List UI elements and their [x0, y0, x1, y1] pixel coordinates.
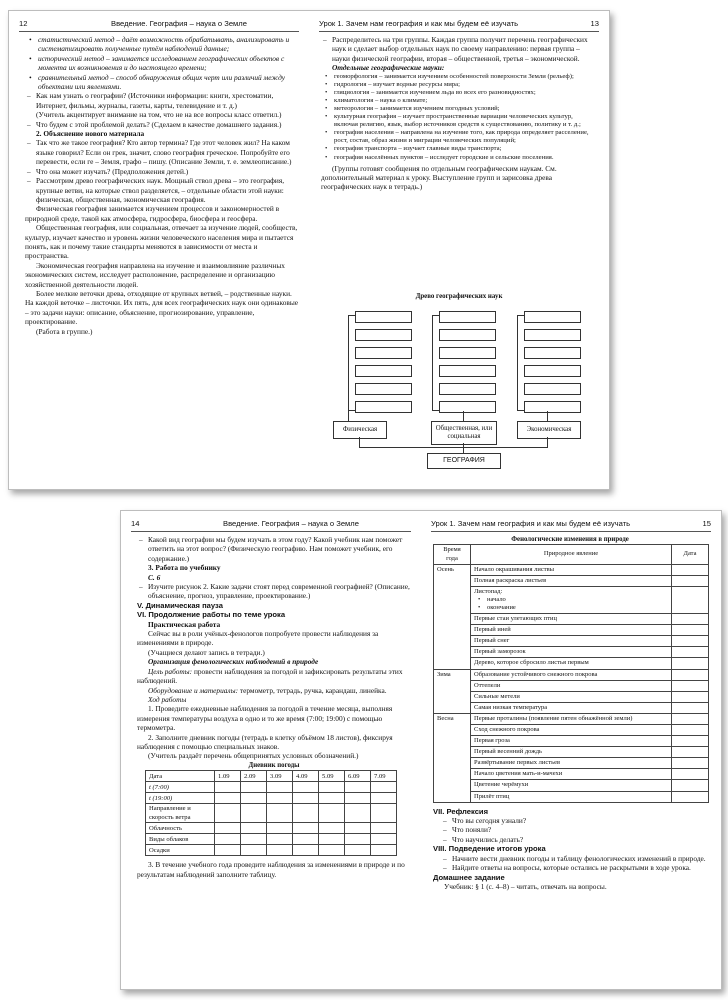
phenomenon-cell: Прилёт птиц	[471, 791, 672, 802]
phenomenon-cell: Первый весенний дождь	[471, 747, 672, 758]
goal-text: провести наблюдения за погодой и зафиксировать результаты этих наблюдений.	[137, 666, 403, 686]
table-row	[146, 804, 397, 823]
phenomenon-cell: Дерево, которое сбросило листья первым	[471, 658, 672, 669]
paragraph: 2. Заполните дневник погоды (тетрадь в клетку объёмом 18 листов), фиксируя наблюдения с помощью специальных знаков.	[137, 732, 393, 751]
table-cell	[215, 804, 241, 823]
table-cell	[345, 782, 371, 793]
table-row	[434, 614, 709, 625]
list-item: • география населения – направлена на изучение того, как природа определяет расселение, рост, состав, образ жизни и миграции человеческих популяций;	[321, 129, 595, 145]
page-number: 12	[19, 19, 28, 28]
table-cell	[319, 782, 345, 793]
table-cell	[293, 793, 319, 804]
date-cell	[672, 791, 709, 802]
phenomenon-cell: Первый заморозок	[471, 647, 672, 658]
homework-text: Учебник: § 1 (с. 4–8) – читать, отвечать на вопросы.	[444, 881, 607, 891]
running-title: Введение. География – наука о Земле	[111, 19, 247, 28]
table-cell	[319, 793, 345, 804]
table-cell	[345, 804, 371, 823]
leaf-box	[439, 311, 496, 323]
table-cell	[293, 823, 319, 834]
dialog-line: – Начните вести дневник погоды и таблицу фенологических изменений в природе.	[441, 854, 707, 863]
table-cell: Осадки	[146, 845, 215, 856]
list-item: • статистический метод – даёт возможность обрабатывать, анализировать и систематизировать полученные путём наблюдений данные;	[25, 35, 299, 54]
weather-diary-table	[145, 770, 397, 856]
table-cell	[293, 834, 319, 845]
dialog-line: – Найдите ответы на вопросы, которые остались не раскрытыми в ходе урока.	[441, 863, 707, 872]
leaf-box	[355, 347, 412, 359]
date-cell	[672, 736, 709, 747]
paragraph: Общественная география, или социальная, отвечает за изучение людей, сообществ, культур, изучает качество и уровень жизни человеческого населения мира и пытается понять, как и почему такие стандарты меняются в зависимости от места и пространства.	[25, 223, 298, 261]
table-row	[434, 702, 709, 713]
dialog-line: – Какой вид географии мы будем изучать в этом году? Какой учебник нам поможет ответить на этот вопрос? (Физическую географию. Нам поможет учебник, его содержание.)	[137, 535, 411, 563]
phenomenon-label: Листопад:	[474, 587, 503, 595]
date-cell	[672, 713, 709, 724]
page-12	[9, 11, 309, 489]
table-cell: Направление и скорость ветра	[146, 804, 215, 823]
table-row	[434, 758, 709, 769]
table-cell: 5.09	[319, 771, 345, 782]
phenomenon-cell	[471, 586, 672, 613]
date-cell	[672, 658, 709, 669]
table-row	[434, 658, 709, 669]
leaf-box	[439, 383, 496, 395]
table-cell: Виды облаков	[146, 834, 215, 845]
phenomenon-cell: Первый иней	[471, 625, 672, 636]
season-cell: Зима	[434, 669, 471, 713]
tree-diagram	[315, 293, 603, 483]
page-14	[121, 511, 421, 989]
paragraph: Более мелкие веточки древа, отходящие от крупных ветвей, – родственные науки. На каждой веточке – листочки. Их пять, для всех географических наук они одинаковые – это задачи науки: описание, объяснение, прогнозирование, управление, проектирование.	[25, 288, 299, 327]
page-text	[321, 35, 595, 192]
table-cell	[345, 793, 371, 804]
paragraph	[137, 686, 411, 695]
phenomenon-cell: Начало окрашивания листвы	[471, 564, 672, 575]
table-row	[146, 845, 397, 856]
table-cell	[345, 823, 371, 834]
section-title: VII. Рефлексия	[433, 806, 489, 816]
table-cell: 2.09	[241, 771, 267, 782]
table-cell	[293, 782, 319, 793]
table-row	[146, 793, 397, 804]
table-cell	[215, 793, 241, 804]
paragraph: (Учащиеся делают запись в тетради.)	[148, 647, 265, 657]
section-title: V. Динамическая пауза	[137, 600, 223, 610]
branch-physical: Физическая	[333, 421, 387, 439]
date-cell	[672, 725, 709, 736]
table-row	[434, 564, 709, 575]
leaf-box	[439, 401, 496, 413]
table-cell	[319, 823, 345, 834]
table-cell	[319, 804, 345, 823]
section-title: VI. Продолжение работы по теме урока	[137, 610, 286, 620]
homework-heading: Домашнее задание	[433, 872, 505, 882]
leaf-box	[439, 365, 496, 377]
phenomenon-cell: Самая низкая температура	[471, 702, 672, 713]
table-row	[146, 771, 397, 782]
date-cell	[672, 669, 709, 680]
dialog-line: – Что будем с этой проблемой делать? (Сделаем в качестве домашнего задания.)	[25, 120, 299, 129]
page-text	[433, 535, 707, 891]
table-cell	[267, 823, 293, 834]
table-row	[434, 586, 709, 613]
table-cell	[241, 804, 267, 823]
table-cell: 3.09	[267, 771, 293, 782]
list-item: • гляциология – занимается изучением льда во всех его разновидностях;	[321, 89, 595, 97]
section-heading: 3. Работа по учебнику	[148, 563, 221, 573]
date-cell	[672, 702, 709, 713]
table-cell: t (7:00)	[146, 782, 215, 793]
table-row	[146, 782, 397, 793]
season-cell: Весна	[434, 713, 471, 802]
equipment-label: Оборудование и материалы:	[148, 685, 239, 695]
dialog-line: – Что научились делать?	[441, 835, 707, 844]
dialog-line: – Что вы сегодня узнали?	[441, 816, 707, 825]
dialog-line: – Распределитесь на три группы. Каждая группа получит перечень географических наук и сделает выбор отдельных наук по своему направлению: первая группа – науки физической географии, вторая – общественной, третья – экономической.	[321, 35, 595, 63]
table-cell: 7.09	[371, 771, 397, 782]
leaf-box	[355, 401, 412, 413]
table-cell	[267, 834, 293, 845]
table-cell	[345, 845, 371, 856]
column-header: Дата	[672, 545, 709, 564]
table-cell	[345, 834, 371, 845]
table-cell	[267, 845, 293, 856]
table-row	[434, 669, 709, 680]
table-cell: 1.09	[215, 771, 241, 782]
list-item: • климатология – наука о климате;	[321, 97, 595, 105]
phenology-table	[433, 544, 709, 802]
date-cell	[672, 747, 709, 758]
table-row	[434, 680, 709, 691]
table-cell	[371, 845, 397, 856]
leaf-box	[524, 347, 581, 359]
phenomenon-cell: Начало цветения мать-и-мачехи	[471, 769, 672, 780]
section-title: VIII. Подведение итогов урока	[433, 844, 546, 854]
leaf-box	[355, 311, 412, 323]
date-cell	[672, 625, 709, 636]
table-row	[146, 823, 397, 834]
table-cell	[371, 782, 397, 793]
table-cell	[215, 823, 241, 834]
paragraph: Физическая география занимается изучением процессов и закономерностей в природной среде, такой как атмосфера, гидросфера, биосфера и геосфера.	[25, 204, 280, 223]
phenomenon-cell: Первый снег	[471, 636, 672, 647]
list-item: • метеорология – занимается изучением погодных условий;	[321, 105, 595, 113]
phenomenon-cell: Оттепели	[471, 680, 672, 691]
table-cell	[371, 804, 397, 823]
table-caption: Дневник погоды	[248, 761, 300, 769]
phenomenon-cell: Развёртывание первых листьев	[471, 758, 672, 769]
column-header: Время года	[434, 545, 471, 564]
spread-top	[8, 10, 610, 490]
table-cell	[267, 793, 293, 804]
root-geography: ГЕОГРАФИЯ	[427, 453, 501, 469]
table-cell	[319, 834, 345, 845]
table-cell: Облачность	[146, 823, 215, 834]
table-caption: Фенологические изменения в природе	[511, 536, 629, 543]
leaf-box	[439, 347, 496, 359]
table-cell	[215, 834, 241, 845]
running-header	[319, 19, 599, 32]
leaf-box	[524, 311, 581, 323]
phenomenon-cell: Полная раскраска листьев	[471, 575, 672, 586]
branch-economic: Экономическая	[517, 421, 581, 439]
leaf-box	[355, 329, 412, 341]
phenomenon-cell: Первая гроза	[471, 736, 672, 747]
running-title: Введение. География – наука о Земле	[223, 519, 359, 528]
list-item: • культурная география – изучает пространственные вариации человеческих культур, включая религию, язык, выбор источников средств к существованию, политику и т. д.;	[321, 113, 595, 129]
branch-social: Общественная, или социальная	[431, 421, 497, 445]
table-row	[146, 834, 397, 845]
list-item: • исторический метод – занимается исследованием географических объектов с момента их возникновения и до настоящего времени;	[25, 54, 299, 73]
running-title: Урок 1. Зачем нам география и как мы будем её изучать	[431, 519, 631, 528]
table-cell: 6.09	[345, 771, 371, 782]
paragraph: Сейчас вы в роли учёных-фенологов попробуете провести наблюдения за изменениями в природе.	[137, 629, 379, 648]
table-cell	[215, 782, 241, 793]
season-cell: Осень	[434, 564, 471, 669]
leaf-box	[524, 401, 581, 413]
phenomenon-cell: Цветение черёмухи	[471, 780, 672, 791]
table-cell	[267, 782, 293, 793]
table-row	[434, 736, 709, 747]
table-row	[434, 625, 709, 636]
table-row	[434, 647, 709, 658]
textbook-page: С. 6	[148, 572, 161, 582]
leaf-box	[355, 383, 412, 395]
list-item: • геоморфология – занимается изучением особенностей поверхности Земли (рельеф);	[321, 73, 595, 81]
table-cell	[267, 804, 293, 823]
phenomenon-cell: Образование устойчивого снежного покрова	[471, 669, 672, 680]
phenomenon-cell: Сильные метели	[471, 691, 672, 702]
section-heading: 2. Объяснение нового материала	[36, 129, 145, 139]
table-cell: Дата	[146, 771, 215, 782]
table-cell	[241, 793, 267, 804]
equipment-text: термометр, тетрадь, ручка, карандаш, линейка.	[238, 685, 387, 695]
date-cell	[672, 680, 709, 691]
table-row	[434, 691, 709, 702]
table-row	[434, 747, 709, 758]
table-cell	[241, 823, 267, 834]
table-cell	[293, 845, 319, 856]
page-text	[137, 535, 411, 879]
table-row	[434, 791, 709, 802]
table-row	[434, 725, 709, 736]
column-header: Природное явление	[471, 545, 672, 564]
table-cell: 4.09	[293, 771, 319, 782]
paragraph: (Учитель акцентирует внимание на том, что не на все вопросы класс ответил.)	[36, 110, 282, 120]
table-cell	[371, 793, 397, 804]
date-cell	[672, 691, 709, 702]
table-row	[434, 769, 709, 780]
leaf-box	[524, 383, 581, 395]
subheading: Отдельные географические науки:	[332, 63, 445, 73]
date-cell	[672, 758, 709, 769]
leaf-box	[439, 329, 496, 341]
table-cell	[241, 845, 267, 856]
date-cell	[672, 564, 709, 575]
geo-science-list	[321, 73, 595, 162]
date-cell	[672, 586, 709, 613]
leaf-box	[355, 365, 412, 377]
dialog-line: – Так что же такое география? Кто автор термина? Где этот человек жил? На каком языке говорил? Если он грек, значит, слово география греческое. Попробуйте его перевести, если ге – Земля, графо – пишу. (Описание Земли, т. е. землеописание.)	[25, 138, 299, 166]
list-item: • география транспорта – изучает главные виды транспорта;	[321, 145, 595, 153]
phenomenon-cell: Первые проталины (появление пятен обнажённой земли)	[471, 713, 672, 724]
running-title: Урок 1. Зачем нам география и как мы будем её изучать	[319, 19, 519, 28]
date-cell	[672, 575, 709, 586]
date-cell	[672, 769, 709, 780]
running-header	[431, 519, 711, 532]
running-header	[19, 19, 299, 32]
date-cell	[672, 614, 709, 625]
list-item: • география населённых пунктов – исследует городские и сельские поселения.	[321, 154, 595, 162]
date-cell	[672, 780, 709, 791]
table-cell	[241, 834, 267, 845]
table-cell	[293, 804, 319, 823]
subheading: Практическая работа	[148, 619, 221, 629]
dialog-line: – Изучите рисунок 2. Какие задачи стоят перед современной географией? (Описание, объяснение, прогноз, управление, проектирование.)	[137, 582, 411, 601]
spread-bottom	[120, 510, 722, 990]
page-15	[421, 511, 721, 989]
paragraph: 1. Проведите ежедневные наблюдения за погодой в течение месяца, выполняя измерения температуры воздуха в одно и то же время (7:00; 19:00) с помощью термометра.	[137, 704, 393, 733]
paragraph: Экономическая география направлена на изучение и взаимовлияние различных экономических систем, исследует расположение, распределение и организацию хозяйственной деятельности людей.	[25, 260, 285, 289]
list-item: • сравнительный метод – способ обнаружения общих черт или различий между объектами или явлениями.	[25, 73, 299, 92]
page-number: 13	[590, 19, 599, 28]
paragraph: (Группы готовят сообщения по отдельным географическим наукам. См. дополнительный материал к уроку. Выступление групп и зарисовка древа географических наук в тетрадь.)	[321, 163, 557, 192]
table-cell	[371, 823, 397, 834]
paragraph	[137, 667, 411, 686]
page-13	[309, 11, 609, 489]
phenomenon-subitem: • начало	[474, 596, 668, 604]
leaf-box	[524, 329, 581, 341]
list-item: • гидрология – изучает водные ресурсы мира;	[321, 81, 595, 89]
table-cell	[371, 834, 397, 845]
phenomenon-subitem: • окончание	[474, 604, 668, 612]
leaf-box	[524, 365, 581, 377]
paragraph: (Учитель раздаёт перечень общепринятых условных обозначений.)	[148, 751, 359, 761]
running-header	[131, 519, 411, 532]
page-number: 14	[131, 519, 140, 528]
dialog-line: – Как нам узнать о географии? (Источники информации: книги, хрестоматии, Интернет, фильмы, журналы, газеты, карты, телевидение и т. д.)	[25, 91, 299, 110]
diagram-title: Древо географических наук	[415, 293, 503, 300]
page-number: 15	[702, 519, 711, 528]
table-cell	[215, 845, 241, 856]
date-cell	[672, 636, 709, 647]
paragraph: (Работа в группе.)	[36, 326, 93, 336]
table-row	[434, 575, 709, 586]
dialog-line: – Что поняли?	[441, 825, 707, 834]
table-cell: t (19:00)	[146, 793, 215, 804]
page-text	[25, 35, 299, 336]
paragraph: 3. В течение учебного года проведите наблюдения за изменениями в природе и по результатам наблюдений заполните таблицу.	[137, 860, 405, 879]
table-cell	[319, 845, 345, 856]
table-row	[434, 713, 709, 724]
phenomenon-cell: Сход снежного покрова	[471, 725, 672, 736]
table-row	[434, 636, 709, 647]
table-cell	[241, 782, 267, 793]
dialog-line: – Рассмотрим древо географических наук. Мощный ствол древа – это география, крупные ветви, на которые ствол разделяется, – отдельные области этой науки: физическая, общественная, экономическая география.	[25, 176, 299, 204]
subheading: Ход работы	[148, 694, 187, 704]
phenomenon-cell: Первые стаи улетающих птиц	[471, 614, 672, 625]
goal-label: Цель работы:	[148, 666, 193, 676]
subheading: Организация фенологических наблюдений в природе	[148, 657, 319, 667]
table-row	[434, 780, 709, 791]
date-cell	[672, 647, 709, 658]
dialog-line: – Что она может изучать? (Предположения детей.)	[25, 167, 299, 176]
